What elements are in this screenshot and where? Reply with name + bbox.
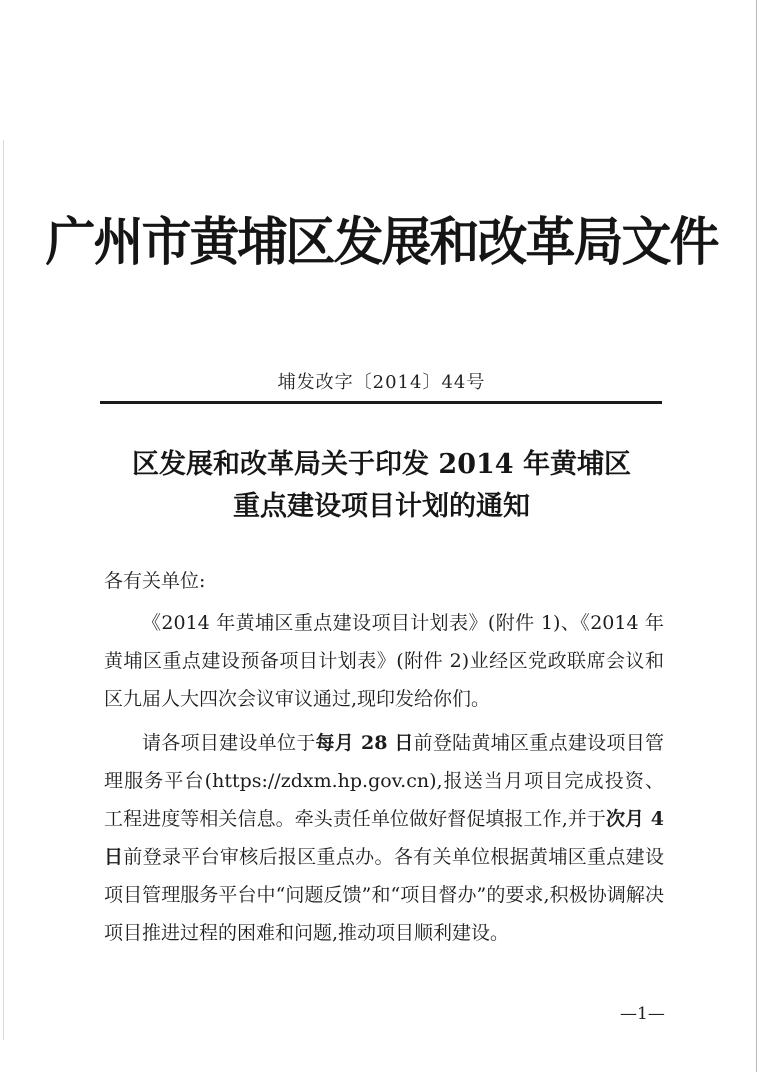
paragraph-2-text-b: 前登陆黄埔区重点建设项目管理服务平台(https://zdxm.hp.gov.cn),报送当月项目完成投资、工程进度等相关信息。牵头责任单位做好督促填报工作,并于 bbox=[104, 732, 664, 830]
scan-edge-right bbox=[756, 0, 757, 1072]
document-header-title: 广州市黄埔区发展和改革局文件 bbox=[45, 212, 718, 273]
notice-title-line-2: 重点建设项目计划的通知 bbox=[233, 491, 530, 522]
paragraph-1: 《2014 年黄埔区重点建设项目计划表》(附件 1)、《2014 年黄埔区重点建设预备项目计划表》(附件 2)业经区党政联席会议和区九届人大四次会议审议通过,现印发给你们。 bbox=[104, 612, 664, 710]
paragraph-2-text-a: 请各项目建设单位于 bbox=[142, 732, 316, 754]
notice-title-line-1: 区发展和改革局关于印发 2014 年黄埔区 bbox=[132, 449, 631, 480]
document-number: 埔发改字〔2014〕44号 bbox=[277, 372, 486, 393]
paragraph-2-emphasis-review-deadline: 次月 4 日 bbox=[104, 808, 664, 868]
header-divider-line bbox=[100, 401, 662, 404]
paragraph-2-emphasis-monthly-deadline: 每月 28 日 bbox=[315, 732, 414, 754]
paragraph-2-text-c: 前登录平台审核后报区重点办。各有关单位根据黄埔区重点建设项目管理服务平台中“问题反馈”和“项目督办”的要求,积极协调解决项目推进过程的困难和问题,推动项目顺利建设。 bbox=[104, 846, 664, 944]
scan-edge-left bbox=[3, 140, 4, 1040]
addressee: 各有关单位: bbox=[104, 570, 206, 592]
page-number: —1— bbox=[620, 1004, 665, 1024]
paragraph-2 bbox=[104, 724, 664, 952]
